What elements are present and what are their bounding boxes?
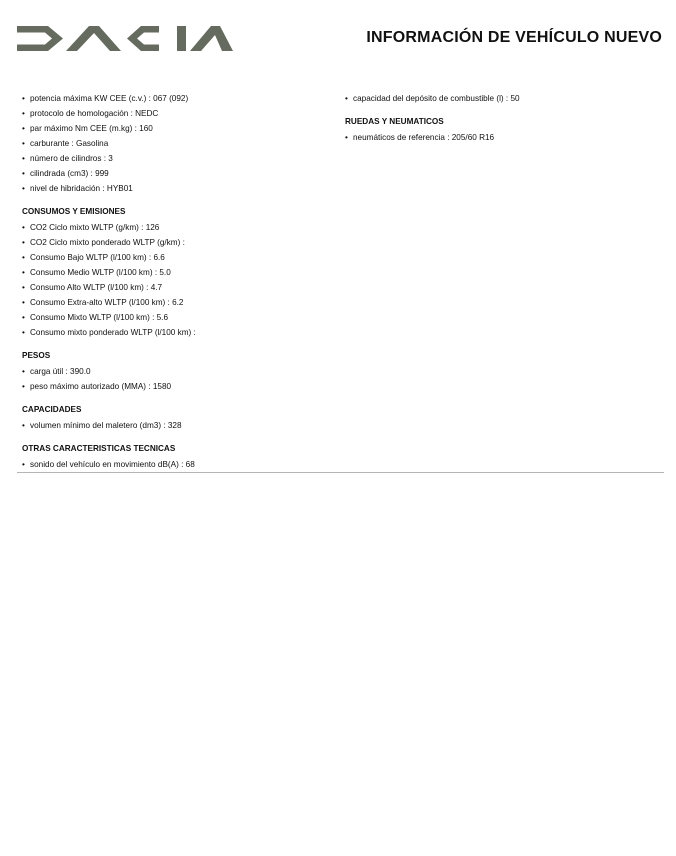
general-specs-list	[22, 91, 332, 196]
list-item: • par máximo Nm CEE (m.kg) : 160	[22, 124, 153, 133]
section-consumos	[22, 206, 332, 340]
section-heading: PESOS	[22, 351, 51, 360]
list-item: • carburante : Gasolina	[22, 139, 109, 148]
list-item: • protocolo de homologación : NEDC	[22, 109, 159, 118]
list-item: • CO2 Ciclo mixto WLTP (g/km) : 126	[22, 223, 160, 232]
section-capacidades	[22, 404, 332, 433]
list-item: • CO2 Ciclo mixto ponderado WLTP (g/km) :	[22, 238, 185, 247]
section-pesos	[22, 350, 332, 394]
document-title: INFORMACIÓN DE VEHÍCULO NUEVO	[366, 29, 662, 46]
divider	[17, 472, 664, 473]
dacia-logo	[17, 26, 233, 51]
section-otras	[22, 443, 332, 472]
list-item: • cilindrada (cm3) : 999	[22, 169, 109, 178]
list-item: • potencia máxima KW CEE (c.v.) : 067 (092)	[22, 94, 189, 103]
section-heading: OTRAS CARACTERISTICAS TECNICAS	[22, 444, 176, 453]
section-ruedas	[345, 116, 660, 145]
list-item: • neumáticos de referencia : 205/60 R16	[345, 133, 495, 142]
list-item: • carga útil : 390.0	[22, 367, 91, 376]
section-heading: RUEDAS Y NEUMATICOS	[345, 117, 444, 126]
section-heading: CONSUMOS Y EMISIONES	[22, 207, 126, 216]
right-column	[345, 91, 660, 145]
list-item: • número de cilindros : 3	[22, 154, 113, 163]
list-item: • Consumo Medio WLTP (l/100 km) : 5.0	[22, 268, 171, 277]
list-item: • capacidad del depósito de combustible (l) : 50	[345, 94, 520, 103]
list-item: • Consumo Extra-alto WLTP (l/100 km) : 6.2	[22, 298, 184, 307]
section-heading: CAPACIDADES	[22, 405, 82, 414]
list-item: • nivel de hibridación : HYB01	[22, 184, 133, 193]
left-column	[22, 91, 332, 472]
list-item: • Consumo mixto ponderado WLTP (l/100 km) :	[22, 328, 196, 337]
list-item: • sonido del vehículo en movimiento dB(A) : 68	[22, 460, 195, 469]
list-item: • Consumo Mixto WLTP (l/100 km) : 5.6	[22, 313, 169, 322]
list-item: • volumen mínimo del maletero (dm3) : 328	[22, 421, 182, 430]
list-item: • peso máximo autorizado (MMA) : 1580	[22, 382, 172, 391]
list-item: • Consumo Bajo WLTP (l/100 km) : 6.6	[22, 253, 165, 262]
list-item: • Consumo Alto WLTP (l/100 km) : 4.7	[22, 283, 163, 292]
general-specs-list	[345, 91, 660, 106]
